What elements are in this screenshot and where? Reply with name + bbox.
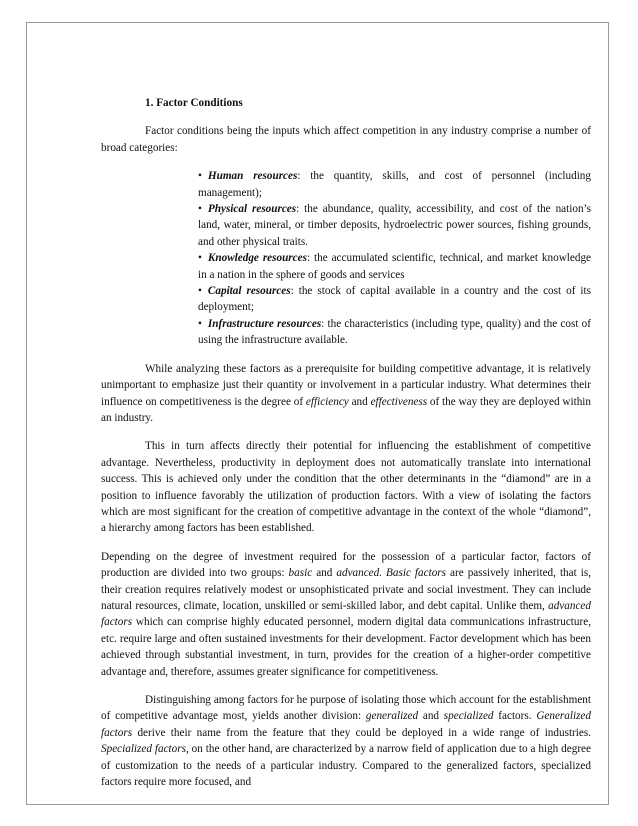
list-item-term: Knowledge resources <box>207 252 307 265</box>
list-item-text: : the characteristics (including type, quality) and the cost of using the infrastructure available. <box>198 317 591 347</box>
emphasis-specialized: specialized <box>443 710 494 723</box>
text-run: of the way they are deployed within an industry. <box>101 395 591 424</box>
emphasis-effectiveness: effectiveness <box>370 395 428 408</box>
list-item-text: : the quantity, skills, and cost of personnel (including management); <box>198 170 591 199</box>
text-run: Depending on the degree of investment required for the possession of a particular factor, factors of production are divided into two groups: <box>101 550 591 580</box>
list-item <box>198 250 591 283</box>
text-run: which can comprise highly educated personnel, modern digital data communications infrastructure, etc. require large and often sustained investments for their development. Factor development which has been achieved through substantial investment, in turn, provides for the creation of a higher-order competitive advantage and, therefore, assumes greater significance for competitiveness. <box>101 616 591 678</box>
paragraph-generalized-specialized <box>101 692 591 790</box>
paragraph-efficiency <box>101 361 591 427</box>
text-run: While analyzing these factors as a prerequisite for building competitive advantage, it is relatively unimportant to emphasize just their quantity or involvement in a particular industry. What determines their influence on competitiveness is the degree of <box>101 362 591 408</box>
paragraph-basic-advanced <box>101 549 591 680</box>
list-item-text: : the abundance, quality, accessibility, and cost of the nation’s land, water, mineral, or timber deposits, hydroelectric power sources, fishing grounds, and other physical traits. <box>198 203 592 248</box>
text-run: and <box>348 395 371 408</box>
list-item <box>198 201 591 250</box>
bullet-icon: • <box>198 203 202 216</box>
emphasis-advanced-factors: advanced factors <box>101 599 591 629</box>
list-item-term: Human resources <box>207 170 298 183</box>
text-run: Distinguishing among factors for he purpose of isolating those which account for the establishment of competitive advantage most, yields another division: <box>101 694 591 723</box>
bullet-icon: • <box>198 252 202 265</box>
text-run: and <box>312 567 337 580</box>
bullet-icon: • <box>198 317 202 330</box>
text-run: factors. <box>493 710 537 723</box>
list-item-term: Infrastructure resources <box>207 317 322 330</box>
text-run: and <box>418 710 444 723</box>
section-heading: 1. Factor Conditions <box>145 97 243 109</box>
emphasis-basic: basic <box>288 567 313 580</box>
text-run: derive their name from the feature that they could be deployed in a wide range of industries. <box>132 726 591 739</box>
emphasis-specialized-factors: Specialized factors, <box>101 743 189 756</box>
text-run: on the other hand, are characterized by a narrow field of application due to a high degree of customization to the needs of a particular industry. Compared to the generalized factors, specialized factors require more focused, and <box>101 743 591 789</box>
bullet-icon: • <box>198 170 202 183</box>
intro-paragraph: Factor conditions being the inputs which affect competition in any industry comprise a number of broad categories: <box>101 125 591 154</box>
paragraph-diamond: This in turn affects directly their potential for influencing the establishment of competitive advantage. Nevertheless, productivity in deployment does not automatically translate into international success. This is achieved only under the condition that the other determinants in the “diamond” are in a position to influence favorably the utilization of production factors. With a view of isolating the factors which are most significant for the creation of competitive advantage in the context of the whole “diamond”, a hierarchy among factors has been established. <box>101 440 591 535</box>
list-item-text: : the accumulated scientific, technical, and market knowledge in a nation in the sphere of goods and services <box>198 252 592 281</box>
list-item <box>198 283 591 316</box>
emphasis-generalized: generalized <box>365 710 419 723</box>
text-run: are passively inherited, that is, their creation requires relatively modest or unsophisticated private and social investment. They can include natural resources, climate, location, unskilled or semi-skilled labor, and debt capital. Unlike them, <box>101 567 591 612</box>
list-item-text: : the stock of capital available in a country and the cost of its deployment; <box>198 285 591 314</box>
list-item <box>198 316 591 349</box>
list-item <box>198 168 591 201</box>
emphasis-advanced: advanced. Basic factors <box>336 567 447 580</box>
emphasis-efficiency: efficiency <box>305 395 349 408</box>
document-page <box>26 22 609 805</box>
list-item-term: Capital resources <box>207 285 291 298</box>
emphasis-generalized-factors: Generalized factors <box>101 710 591 739</box>
factor-list <box>101 168 591 348</box>
bullet-icon: • <box>198 285 202 298</box>
list-item-term: Physical resources <box>207 203 297 216</box>
page-content <box>101 95 591 790</box>
